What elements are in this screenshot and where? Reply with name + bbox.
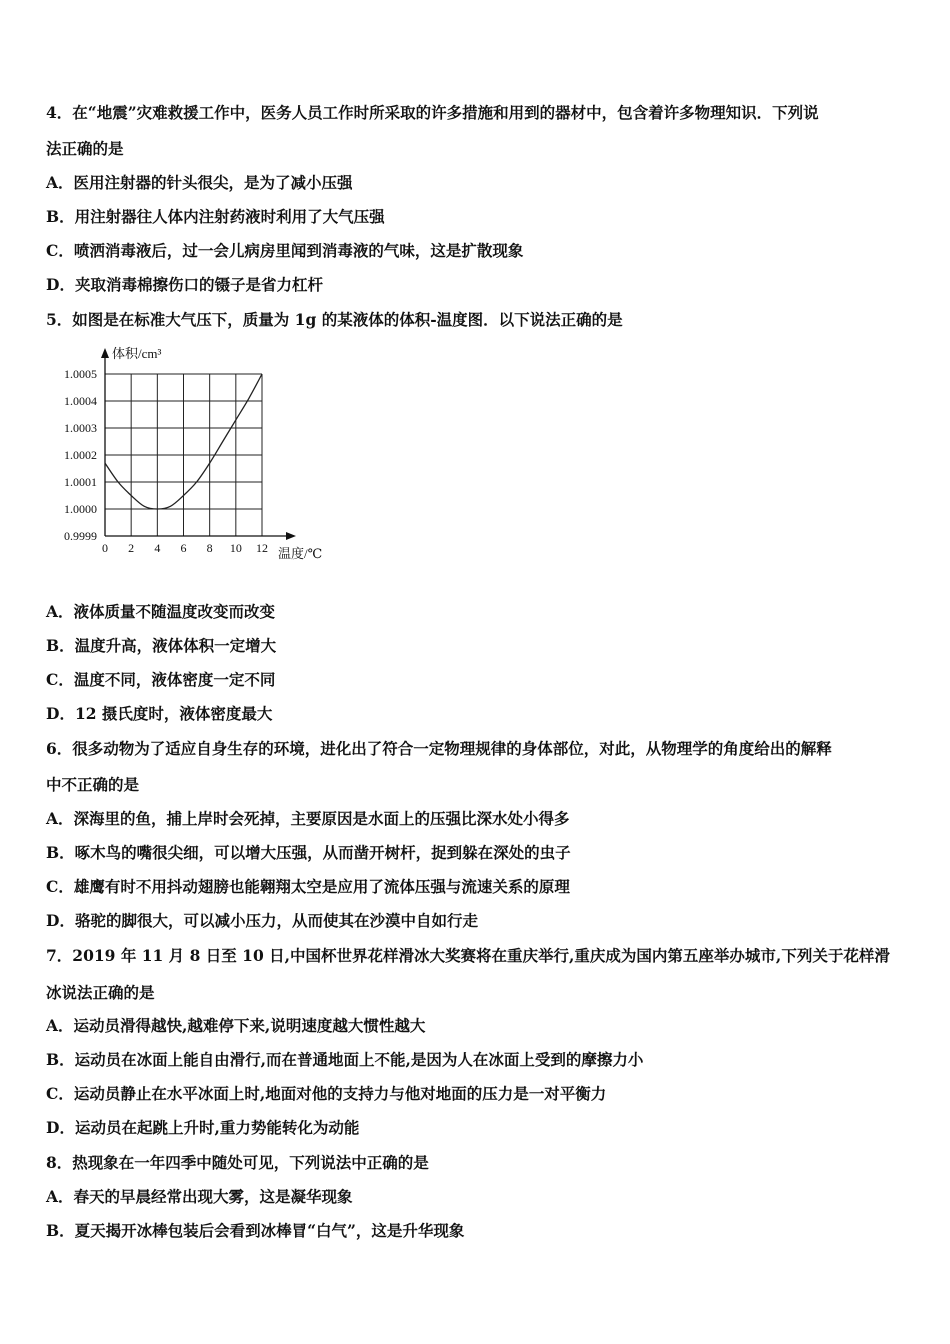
q6-option-d: D．骆驼的脚很大，可以减小压力，从而使其在沙漠中自如行走 xyxy=(46,911,478,930)
q5-option-a: A．液体质量不随温度改变而改变 xyxy=(46,602,276,621)
y-tick-label: 1.0005 xyxy=(64,367,97,381)
q7-option-c: C．运动员静止在水平冰面上时,地面对他的支持力与他对地面的压力是一对平衡力 xyxy=(46,1084,607,1103)
q8-stem-line1: 8．热现象在一年四季中随处可见，下列说法中正确的是 xyxy=(46,1153,429,1172)
y-tick-label: 1.0001 xyxy=(64,475,97,489)
q4-option-a: A．医用注射器的针头很尖，是为了减小压强 xyxy=(46,173,353,192)
q7-option-d: D．运动员在起跳上升时,重力势能转化为动能 xyxy=(46,1118,360,1137)
q6-stem-line1: 6．很多动物为了适应自身生存的环境，进化出了符合一定物理规律的身体部位，对此，从物理学的角度给出的解释 xyxy=(46,739,832,758)
q5-stem-line1: 5．如图是在标准大气压下，质量为 1g 的某液体的体积-温度图．以下说法正确的是 xyxy=(46,310,623,329)
x-tick-label: 8 xyxy=(206,541,213,555)
chart-x-axis-label: 温度/℃ xyxy=(278,546,323,561)
chart-grid xyxy=(105,374,262,536)
y-tick-label: 1.0002 xyxy=(64,448,97,462)
q8-option-a: A．春天的早晨经常出现大雾，这是凝华现象 xyxy=(46,1187,353,1206)
q7-option-a: A．运动员滑得越快,越难停下来,说明速度越大惯性越大 xyxy=(46,1016,426,1035)
y-tick-label: 1.0004 xyxy=(64,394,97,408)
q7-stem-line1: 7．2019 年 11 月 8 日至 10 日,中国杯世界花样滑冰大奖赛将在重庆举行,重庆成为国内第五座举办城市,下列关于花样滑 xyxy=(46,946,890,965)
x-tick-label: 10 xyxy=(229,541,242,555)
volume-temperature-chart xyxy=(40,340,340,570)
q4-option-d: D．夹取消毒棉擦伤口的镊子是省力杠杆 xyxy=(46,275,323,294)
x-tick-label: 4 xyxy=(154,541,161,555)
q4-option-b: B．用注射器往人体内注射药液时利用了大气压强 xyxy=(46,207,385,226)
q7-stem-line2: 冰说法正确的是 xyxy=(46,983,155,1002)
y-tick-label: 0.9999 xyxy=(64,529,97,543)
q5-option-b: B．温度升高，液体体积一定增大 xyxy=(46,636,277,655)
y-tick-label: 1.0003 xyxy=(64,421,97,435)
x-tick-label: 0 xyxy=(102,541,108,555)
q6-option-a: A．深海里的鱼，捕上岸时会死掉，主要原因是水面上的压强比深水处小得多 xyxy=(46,809,570,828)
y-tick-label: 1.0000 xyxy=(64,502,97,516)
chart-y-axis-label: 体积/cm³ xyxy=(112,346,162,361)
chart-y-ticks xyxy=(64,367,97,543)
q6-option-c: C．雄鹰有时不用抖动翅膀也能翱翔太空是应用了流体压强与流速关系的原理 xyxy=(46,877,570,896)
x-tick-label: 6 xyxy=(180,541,187,555)
q7-option-b: B．运动员在冰面上能自由滑行,而在普通地面上不能,是因为人在冰面上受到的摩擦力小 xyxy=(46,1050,644,1069)
chart-axes xyxy=(101,348,296,540)
q4-stem-line2: 法正确的是 xyxy=(46,139,124,158)
q6-stem-line2: 中不正确的是 xyxy=(46,775,140,794)
x-axis-arrow-icon xyxy=(286,532,296,540)
x-tick-label: 2 xyxy=(128,541,135,555)
q5-option-c: C．温度不同，液体密度一定不同 xyxy=(46,670,276,689)
q5-option-d: D．12 摄氏度时，液体密度最大 xyxy=(46,704,273,723)
q6-option-b: B．啄木鸟的嘴很尖细，可以增大压强，从而凿开树杆，捉到躲在深处的虫子 xyxy=(46,843,571,862)
q4-option-c: C．喷洒消毒液后，过一会儿病房里闻到消毒液的气味，这是扩散现象 xyxy=(46,241,524,260)
q4-stem-line1: 4．在“地震”灾难救援工作中，医务人员工作时所采取的许多措施和用到的器材中，包含着许多物理知识．下列说 xyxy=(46,103,819,122)
y-axis-arrow-icon xyxy=(101,348,109,358)
chart-x-ticks xyxy=(102,541,268,555)
q8-option-b: B．夏天揭开冰棒包装后会看到冰棒冒“白气”，这是升华现象 xyxy=(46,1221,465,1240)
x-tick-label: 12 xyxy=(256,541,268,555)
